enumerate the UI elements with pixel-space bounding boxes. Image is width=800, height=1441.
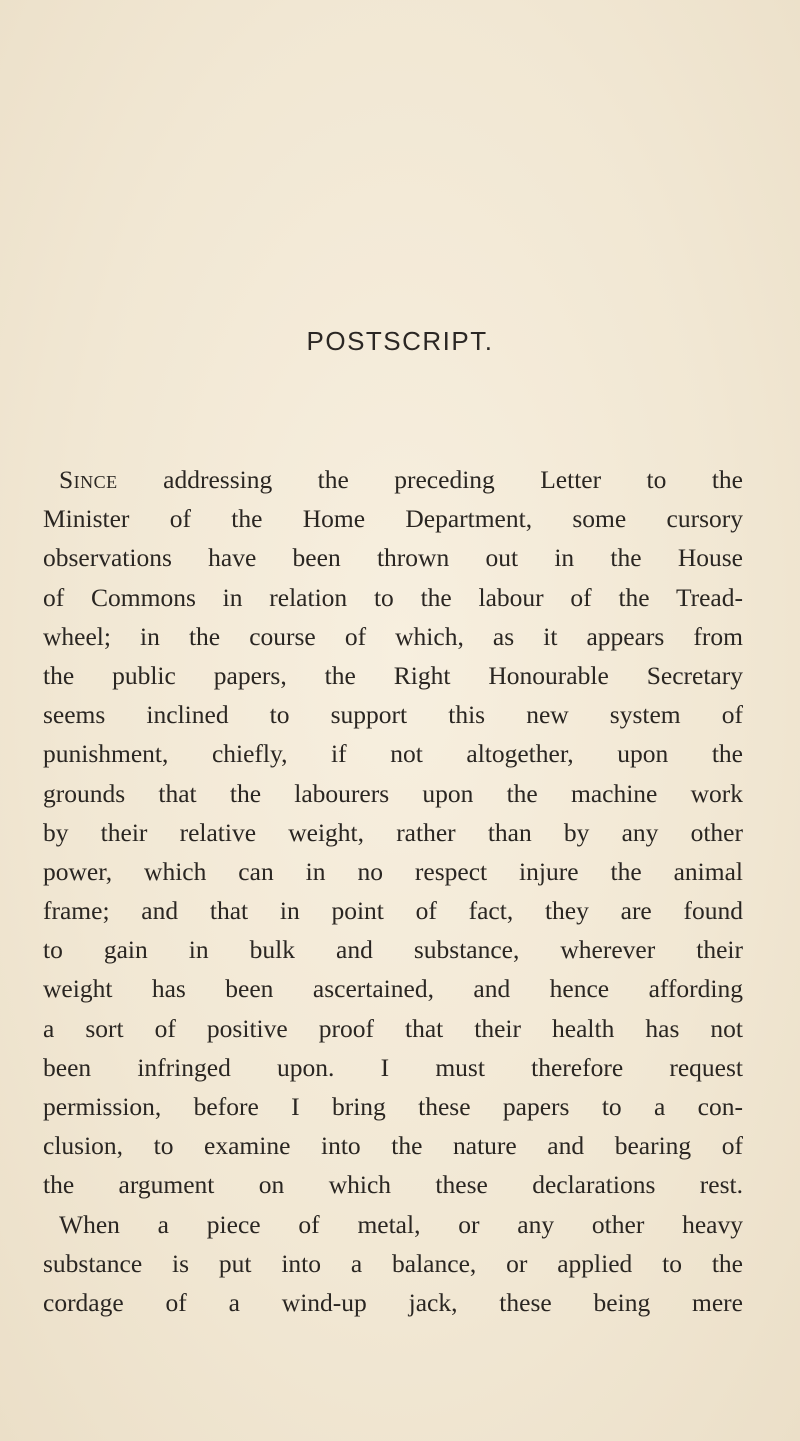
text-line: When a piece of metal, or any other heavy [59,1209,743,1239]
page-heading: POSTSCRIPT. [306,326,494,356]
text-line: seems inclined to support this new system of [43,700,743,730]
text-line: substance is put into a balance, or applied to the [43,1248,743,1278]
drop-word: Since [59,465,118,494]
text-line: wheel; in the course of which, as it appears from [43,621,743,651]
text-line: weight has been ascertained, and hence affording [43,974,743,1004]
text-line: the argument on which these declarations rest. [43,1170,743,1200]
text-line: punishment, chiefly, if not altogether, upon the [43,739,743,769]
text-line: observations have been thrown out in the House [43,543,743,573]
text-line: the public papers, the Right Honourable Secretary [43,660,743,690]
text-line: cordage of a wind-up jack, these being mere [43,1287,743,1317]
text-line: Minister of the Home Department, some cursory [43,504,743,534]
text-line: power, which can in no respect injure the animal [43,856,743,886]
text-line: of Commons in relation to the labour of the Tread- [43,582,743,612]
text-line: been infringed upon. I must therefore request [43,1052,743,1082]
text-line: a sort of positive proof that their health has not [43,1013,743,1043]
text-line: by their relative weight, rather than by any other [43,817,743,847]
text-line: frame; and that in point of fact, they are found [43,896,743,926]
text-line: grounds that the labourers upon the machine work [43,778,743,808]
text-line: clusion, to examine into the nature and bearing of [43,1131,743,1161]
text-line: to gain in bulk and substance, wherever their [43,935,743,965]
paragraph-1-line-1 [43,460,743,499]
text-line: permission, before I bring these papers to a con- [43,1092,743,1121]
body-text [43,460,743,1322]
first-line-rest: addressing the preceding Letter to the [117,465,743,494]
